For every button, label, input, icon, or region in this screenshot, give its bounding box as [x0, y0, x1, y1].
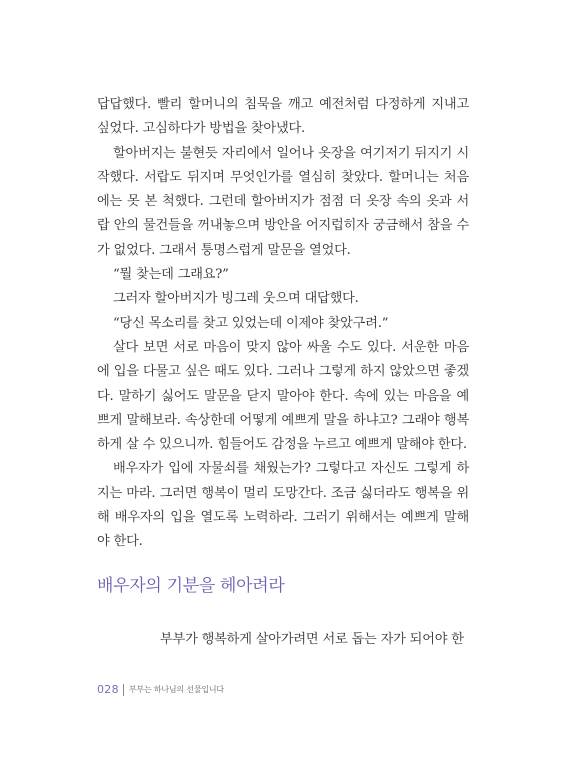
body-text — [97, 93, 469, 555]
paragraph-1: 답답했다. 빨리 할머니의 침묵을 깨고 예전처럼 다정하게 지내고 싶었다. 고심하다가 방법을 찾아냈다. — [97, 97, 469, 137]
paragraph-5-quote: “당신 목소리를 찾고 있었는데 이제야 찾았구려.” — [113, 315, 389, 331]
paragraph-6: 살다 보면 서로 마음이 맞지 않아 싸울 수도 있다. 서운한 마음에 입을 다물고 싶은 때도 있다. 그러나 그렇게 하지 않았으면 좋겠다. 말하기 싫어도 말문을 닫지 말아야 한다. 속에 있는 마음을 예쁘게 말해보라. 속상한데 어떻게 예쁘게 말을 하냐고? 그래야 행복하게 살 수 있으니까. 힘들어도 감정을 누르고 예쁘게 말해야 한다. — [97, 339, 469, 453]
running-book-title: 부부는 하나님의 선물입니다 — [128, 685, 224, 694]
page-footer — [97, 683, 224, 696]
section-title: 배우자의 기분을 헤아려라 — [97, 576, 285, 596]
page-number: 028 — [97, 683, 119, 696]
paragraph-3-quote: “뭘 찾는데 그래요?” — [113, 267, 229, 283]
paragraph-4: 그러자 할아버지가 빙그레 웃으며 대답했다. — [113, 291, 359, 307]
footer-divider — [123, 684, 124, 696]
paragraph-2: 할아버지는 불현듯 자리에서 일어나 옷장을 여기저기 뒤지기 시작했다. 서랍도 뒤지며 무엇인가를 열심히 찾았다. 할머니는 처음에는 못 본 척했다. 그런데 할아버지가 점점 더 옷장 속의 옷과 서랍 안의 물건들을 꺼내놓으며 방안을 어지럽히자 궁금해서 참을 수가 없었다. 그래서 퉁명스럽게 말문을 열었다. — [97, 145, 469, 258]
paragraph-7: 배우자가 입에 자물쇠를 채웠는가? 그렇다고 자신도 그렇게 하지는 마라. 그러면 행복이 멀리 도망간다. 조금 싫더라도 행복을 위해 배우자의 입을 열도록 노력하라. 그러기 위해서는 예쁘게 말해야 한다. — [97, 461, 469, 550]
section-lead-text: 부부가 행복하게 살아가려면 서로 돕는 자가 되어야 한 — [160, 632, 464, 647]
